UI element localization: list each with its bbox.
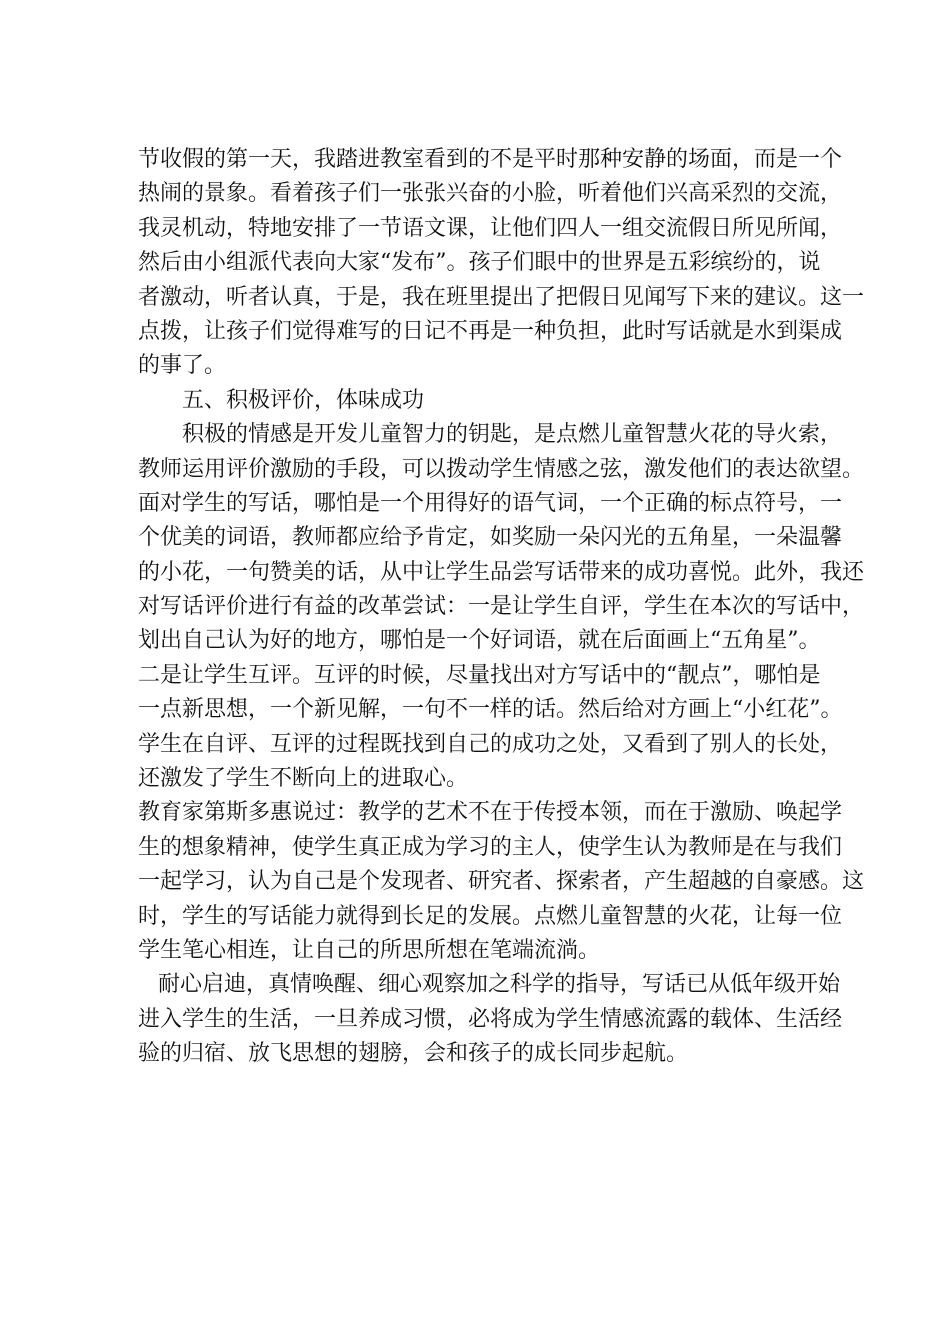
text-line: 面对学生的写话，哪怕是一个用得好的语气词，一个正确的标点符号，一 <box>138 490 843 516</box>
text-line: 还激发了学生不断向上的进取心。 <box>138 766 469 792</box>
text-line: 进入学生的生活，一旦养成习惯，必将成为学生情感流露的载体、生活经 <box>138 1006 843 1032</box>
text-line: 学生在自评、互评的过程既找到自己的成功之处，又看到了别人的长处， <box>138 731 843 757</box>
text-line: 学生笔心相连，让自己的所思所想在笔端流淌。 <box>138 937 601 963</box>
text-line: 二是让学生互评。互评的时候，尽量找出对方写话中的“靓点”，哪怕是 <box>138 662 821 688</box>
text-line: 者激动，听者认真，于是，我在班里提出了把假日见闻写下来的建议。这一 <box>138 284 865 310</box>
text-line: 耐心启迪，真情唤醒、细心观察加之科学的指导，写话已从低年级开始 <box>158 972 841 998</box>
section-heading-5 <box>138 384 838 418</box>
text-line: 个优美的词语，教师都应给予肯定，如奖励一朵闪光的五角星，一朵温馨 <box>138 525 843 551</box>
text-line: 时，学生的写话能力就得到长足的发展。点燃儿童智慧的火花，让每一位 <box>138 903 843 929</box>
paragraph-holiday-diary <box>138 143 865 384</box>
text-line: 生的想象精神，使学生真正成为学习的主人，使学生认为教师是在与我们 <box>138 834 843 860</box>
text-line: 对写话评价进行有益的改革尝试：一是让学生自评，学生在本次的写话中， <box>138 594 865 620</box>
paragraph-conclusion <box>138 968 843 1071</box>
text-line: 积极的情感是开发儿童智力的钥匙，是点燃儿童智慧火花的导火索， <box>182 422 843 448</box>
paragraph-educator-quote <box>138 796 865 968</box>
text-line: 热闹的景象。看着孩子们一张张兴奋的小脸，听着他们兴高采烈的交流， <box>138 181 843 207</box>
paragraph-positive-evaluation <box>138 418 865 796</box>
text-line: 的事了。 <box>138 353 227 379</box>
text-line: 一起学习，认为自己是个发现者、研究者、探索者，产生超越的自豪感。这 <box>138 869 865 895</box>
text-line: 然后由小组派代表向大家“发布”。孩子们眼中的世界是五彩缤纷的，说 <box>138 250 821 276</box>
text-line: 我灵机动，特地安排了一节语文课，让他们四人一组交流假日所见所闻， <box>138 215 843 241</box>
text-line: 点拨，让孩子们觉得难写的日记不再是一种负担，此时写话就是水到渠成 <box>138 318 843 344</box>
text-line: 的小花，一句赞美的话，从中让学生品尝写话带来的成功喜悦。此外，我还 <box>138 559 865 585</box>
text-line: 划出自己认为好的地方，哪怕是一个好词语，就在后面画上“五角星”。 <box>138 628 821 654</box>
text-line: 节收假的第一天，我踏进教室看到的不是平时那种安静的场面，而是一个 <box>138 147 843 172</box>
text-line: 教育家第斯多惠说过：教学的艺术不在于传授本领，而在于激励、唤起学 <box>138 800 843 826</box>
text-line: 验的归宿、放飞思想的翅膀，会和孩子的成长同步起航。 <box>138 1041 689 1067</box>
section-heading-text: 五、积极评价，体味成功 <box>182 387 425 413</box>
text-line: 一点新思想，一个新见解，一句不一样的话。然后给对方画上“小红花”。 <box>138 697 843 723</box>
text-line: 教师运用评价激励的手段，可以拨动学生情感之弦，激发他们的表达欲望。 <box>138 456 865 482</box>
document-body <box>138 143 865 1072</box>
